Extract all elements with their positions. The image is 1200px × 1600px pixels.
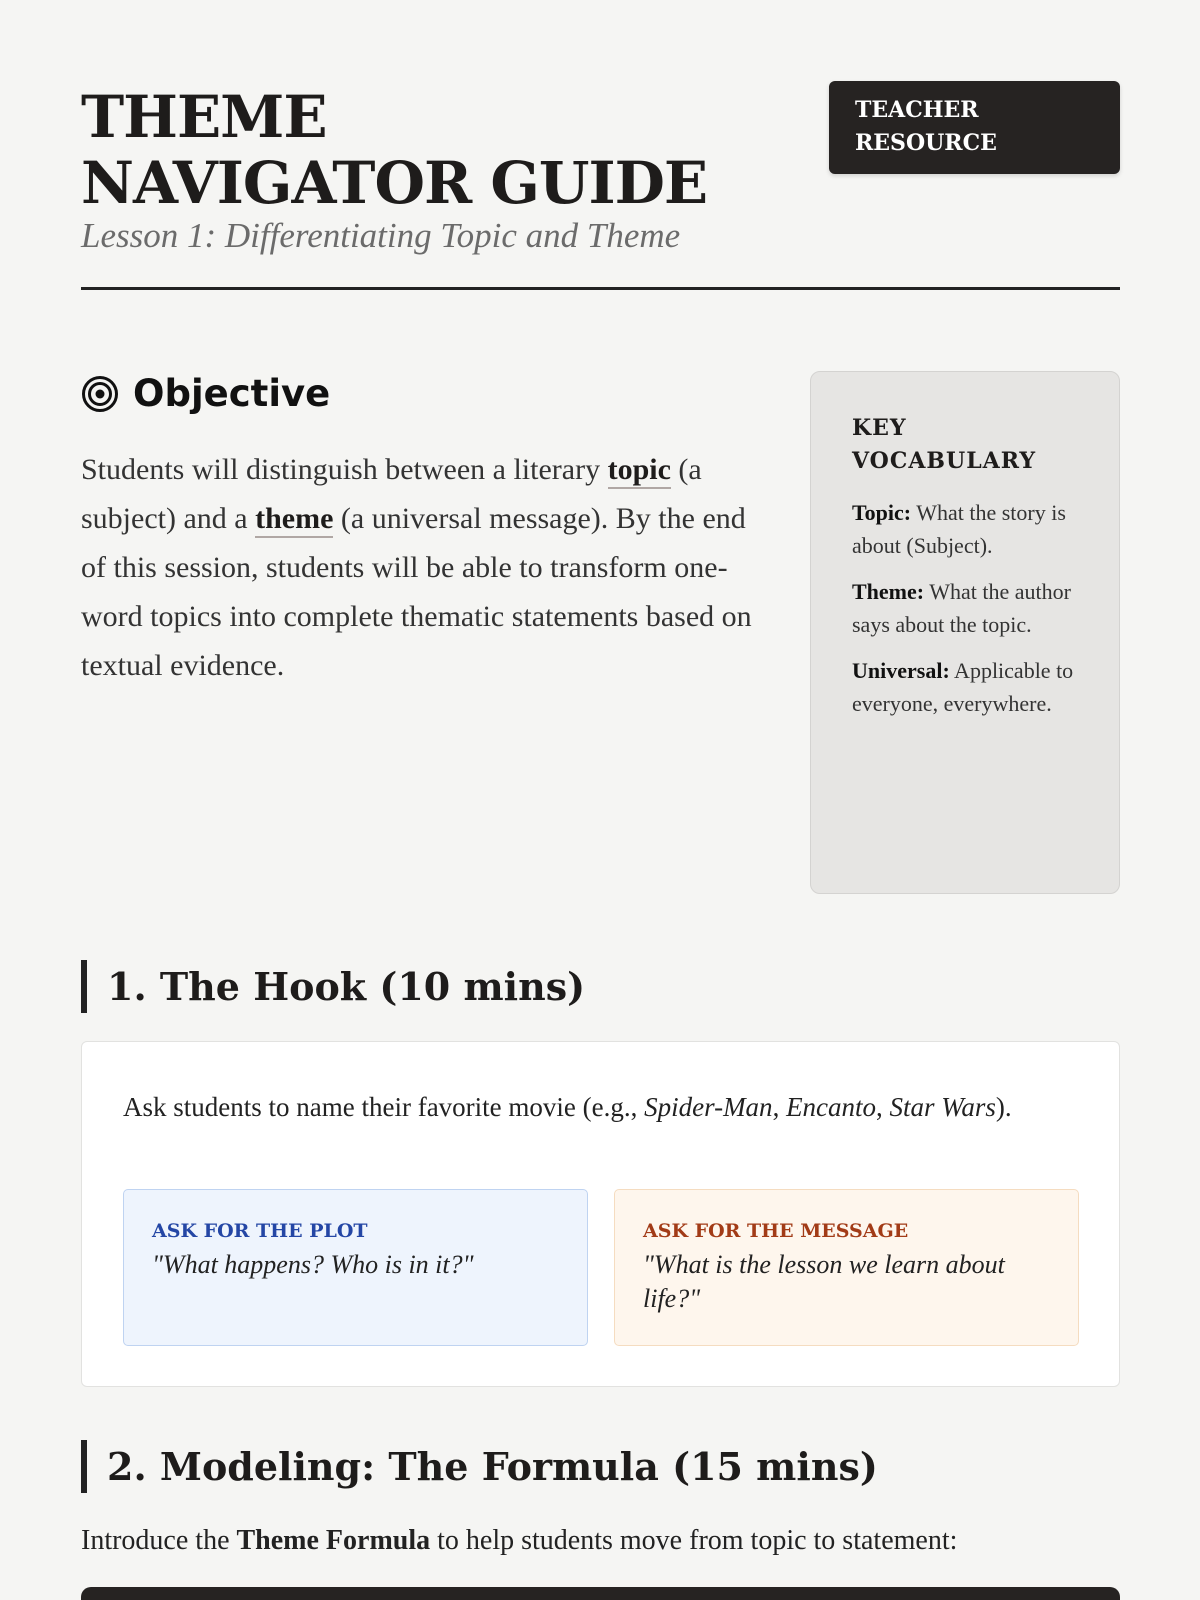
hook-section-heading: [81, 960, 585, 1013]
formula-intro-part: Introduce the: [81, 1525, 237, 1556]
objective-heading: [81, 372, 330, 415]
term-topic: topic: [608, 453, 671, 489]
target-icon: [81, 375, 119, 413]
objective-text-part: (a universal message). By the end of this session, students will be able to transform one-word topics into complete thematic statements based on textual evidence.: [81, 502, 752, 682]
objective-text-part: Students will distinguish between a literary: [81, 453, 608, 486]
vocabulary-term: Theme:: [852, 579, 925, 604]
page-subtitle: Lesson 1: Differentiating Topic and Theme: [81, 216, 681, 255]
term-theme: theme: [255, 502, 333, 538]
vocabulary-term: Universal:: [852, 658, 950, 683]
formula-intro-text: [81, 1521, 1120, 1561]
hook-intro: Ask students to name their favorite movie (e.g.,: [123, 1092, 645, 1122]
hook-intro-text: [123, 1087, 1053, 1127]
ask-message-label: ASK FOR THE MESSAGE: [643, 1220, 909, 1242]
hook-section-title: 1. The Hook (10 mins): [107, 964, 586, 1009]
vocabulary-title: KEY VOCABULARY: [852, 415, 1037, 474]
formula-intro-part: to help students move from topic to statement:: [430, 1525, 958, 1556]
page-header: [81, 84, 1120, 294]
header-divider: [81, 287, 1120, 290]
ask-plot-label: ASK FOR THE PLOT: [152, 1220, 368, 1242]
modeling-section-title: 2. Modeling: The Formula (15 mins): [107, 1444, 878, 1489]
ask-message-box: [614, 1189, 1079, 1346]
ask-message-quote: "What is the lesson we learn about life?": [643, 1250, 1005, 1313]
objective-text-part: (a subject) and a: [81, 453, 702, 535]
vocabulary-item: [852, 654, 1079, 720]
theme-formula-term: Theme Formula: [236, 1525, 431, 1556]
separator: ,: [772, 1092, 787, 1122]
vocabulary-definition: What the story is about (Subject).: [852, 500, 1066, 558]
objective-title: Objective: [133, 372, 331, 415]
vocabulary-term: Topic:: [852, 500, 912, 525]
objective-text: [81, 445, 761, 690]
hook-intro-end: ).: [995, 1092, 1012, 1122]
hook-card: [81, 1041, 1120, 1387]
modeling-section-heading: [81, 1440, 878, 1493]
vocabulary-definition: What the author says about the topic.: [852, 579, 1071, 637]
vocabulary-definition: Applicable to everyone, everywhere.: [852, 658, 1074, 716]
vocabulary-item: [852, 575, 1079, 641]
ask-plot-quote: "What happens? Who is in it?": [152, 1250, 474, 1279]
ask-plot-box: [123, 1189, 588, 1346]
movie-example: Star Wars: [889, 1092, 996, 1122]
key-vocabulary-box: [810, 371, 1120, 894]
vocabulary-item: [852, 496, 1079, 562]
movie-example: Encanto: [786, 1092, 877, 1122]
section-accent-bar: [81, 960, 87, 1013]
separator: ,: [876, 1092, 890, 1122]
teacher-resource-badge: TEACHER RESOURCE: [829, 81, 1120, 174]
page-title: THEME NAVIGATOR GUIDE: [81, 83, 708, 217]
theme-formula-box: [81, 1587, 1120, 1600]
movie-example: Spider-Man: [644, 1092, 773, 1122]
section-accent-bar: [81, 1440, 87, 1493]
